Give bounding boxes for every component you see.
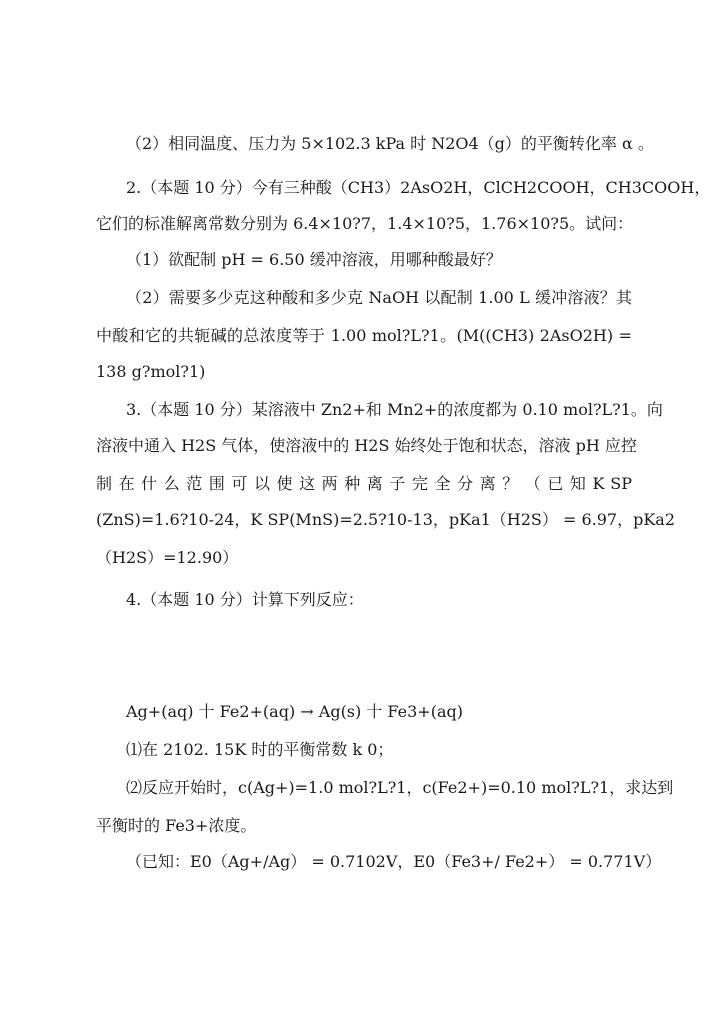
text-line: 3.（本题 10 分）某溶液中 Zn2+和 Mn2+的浓度都为 0.10 mol?L?1。向 [126, 400, 663, 419]
text-line: （已知：E0（Ag+/Ag） = 0.7102V，E0（Fe3+/ Fe2+） = 0.771V） [126, 852, 662, 871]
text-line: (ZnS)=1.6?10-24，K SP(MnS)=2.5?10-13，pKa1（H2S） = 6.97，pKa2 [96, 510, 676, 529]
text-line: 平衡时的 Fe3+浓度。 [96, 816, 257, 835]
text-line: ⑴在 2102. 15K 时的平衡常数 k 0； [126, 740, 394, 759]
text-line: （2）相同温度、压力为 5×102.3 kPa 时 N2O4（g）的平衡转化率 α 。 [126, 134, 654, 153]
text-line: 138 g?mol?1) [96, 362, 206, 381]
text-line: （2）需要多少克这种酸和多少克 NaOH 以配制 1.00 L 缓冲溶液？其 [126, 288, 632, 307]
text-line: 它们的标准解离常数分别为 6.4×10?7，1.4×10?5，1.76×10?5。试问： [96, 214, 634, 233]
text-line: 中酸和它的共轭碱的总浓度等于 1.00 mol?L?1。(M((CH3) 2AsO2H) = [96, 326, 632, 345]
text-line: （1）欲配制 pH = 6.50 缓冲溶液，用哪种酸最好？ [126, 250, 502, 269]
text-line: 制 在 什 么 范 围 可 以 使 这 两 种 离 子 完 全 分 离 ？ （ 已 知 K SP [96, 474, 632, 493]
text-line: ⑵反应开始时，c(Ag+)=1.0 mol?L?1，c(Fe2+)=0.10 mol?L?1，求达到 [126, 778, 674, 797]
text-line: 4.（本题 10 分）计算下列反应： [126, 590, 364, 609]
text-line: （H2S）=12.90） [96, 548, 239, 567]
text-line: Ag+(aq) 十 Fe2+(aq) → Ag(s) 十 Fe3+(aq) [126, 702, 463, 721]
text-line: 2.（本题 10 分）今有三种酸（CH3）2AsO2H，ClCH2COOH，CH3COOH， [126, 178, 711, 197]
text-line: 溶液中通入 H2S 气体，使溶液中的 H2S 始终处于饱和状态，溶液 pH 应控 [96, 436, 637, 455]
